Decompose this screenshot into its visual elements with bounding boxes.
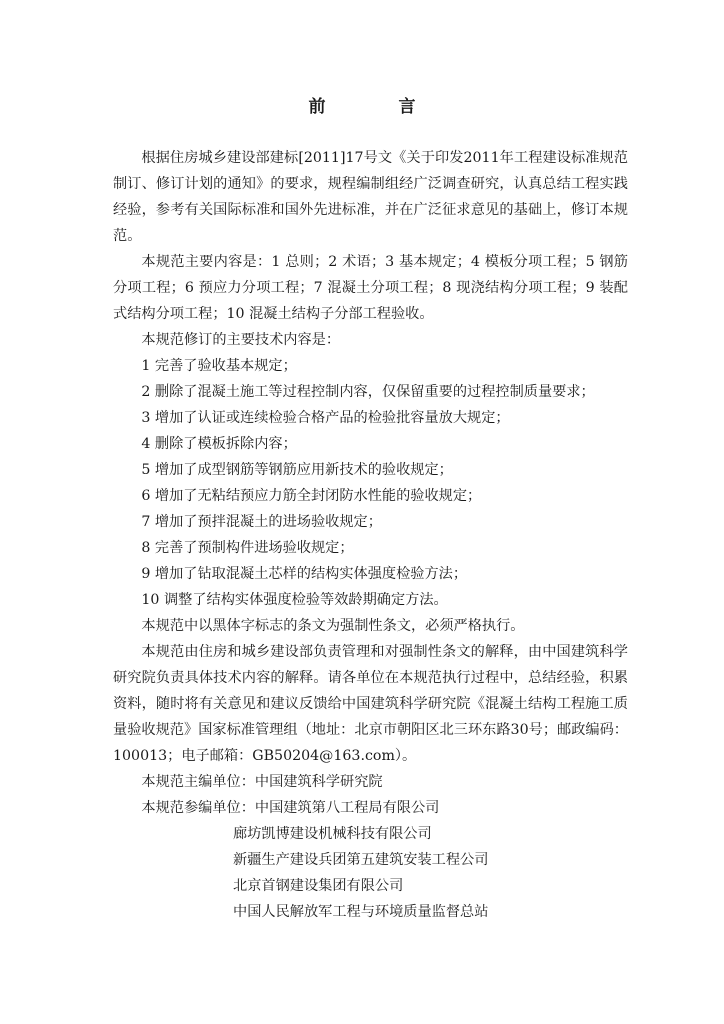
revision-item-1: 1 完善了验收基本规定； bbox=[141, 358, 297, 374]
revision-item-9: 9 增加了钻取混凝土芯样的结构实体强度检验方法； bbox=[141, 566, 468, 582]
participant-name-4: 北京首钢建设集团有限公司 bbox=[233, 878, 404, 894]
intro-paragraph: 根据住房城乡建设部建标[2011]17号文《关于印发2011年工程建设标准规范制订、修订计划的通知》的要求，规程编制组经广泛调查研究，认真总结工程实践经验，参考有关国际标准和国外先进标准，并在广泛征求意见的基础上，修订本规范。 bbox=[113, 150, 628, 244]
management-note: 本规范由住房和城乡建设部负责管理和对强制性条文的解释，由中国建筑科学研究院负责具体技术内容的解释。请各单位在本规范执行过程中，总结经验，积累资料，随时将有关意见和建议反馈给中国建筑科学研究院《混凝土结构工程施工质量验收规范》国家标准管理组（地址：北京市朝阳区北三环东路30号；邮政编码：100013；电子邮箱：GB50204@163.com）。 bbox=[113, 644, 628, 764]
chief-editor-name: 中国建筑科学研究院 bbox=[254, 774, 383, 790]
participant-name-5: 中国人民解放军工程与环境质量监督总站 bbox=[233, 904, 489, 920]
revision-item-5: 5 增加了成型钢筋等钢筋应用新技术的验收规定； bbox=[141, 462, 453, 478]
revision-item-7: 7 增加了预拌混凝土的进场验收规定； bbox=[141, 514, 382, 530]
participant-name-2: 廊坊凯博建设机械科技有限公司 bbox=[233, 826, 432, 842]
page-title: 前 言 bbox=[308, 97, 444, 117]
revision-item-10: 10 调整了结构实体强度检验等效龄期确定方法。 bbox=[141, 592, 448, 608]
participants-row bbox=[113, 795, 628, 821]
revision-item-8: 8 完善了预制构件进场验收规定； bbox=[141, 540, 354, 556]
revision-item-6: 6 增加了无粘结预应力筋全封闭防水性能的验收规定； bbox=[141, 488, 482, 504]
participants-label: 本规范参编单位： bbox=[141, 800, 255, 816]
participant-name-3: 新疆生产建设兵团第五建筑安装工程公司 bbox=[233, 852, 489, 868]
revision-item-3: 3 增加了认证或连续检验合格产品的检验批容量放大规定； bbox=[141, 410, 510, 426]
revisions-lead: 本规范修订的主要技术内容是： bbox=[141, 332, 341, 348]
preface-body bbox=[113, 145, 628, 925]
contents-paragraph: 本规范主要内容是：1 总则；2 术语；3 基本规定；4 模板分项工程；5 钢筋分项工程；6 预应力分项工程；7 混凝土分项工程；8 现浇结构分项工程；9 装配式结构分项工程；10 混凝土结构子分部工程验收。 bbox=[113, 254, 628, 322]
participant-name-1: 中国建筑第八工程局有限公司 bbox=[254, 800, 440, 816]
mandatory-note: 本规范中以黑体字标志的条文为强制性条文，必须严格执行。 bbox=[141, 618, 525, 634]
revision-item-2: 2 删除了混凝土施工等过程控制内容，仅保留重要的过程控制质量要求； bbox=[141, 384, 595, 400]
chief-editor-row bbox=[113, 769, 628, 795]
chief-editor-label: 本规范主编单位： bbox=[141, 774, 255, 790]
revision-item-4: 4 删除了模板拆除内容； bbox=[141, 436, 297, 452]
